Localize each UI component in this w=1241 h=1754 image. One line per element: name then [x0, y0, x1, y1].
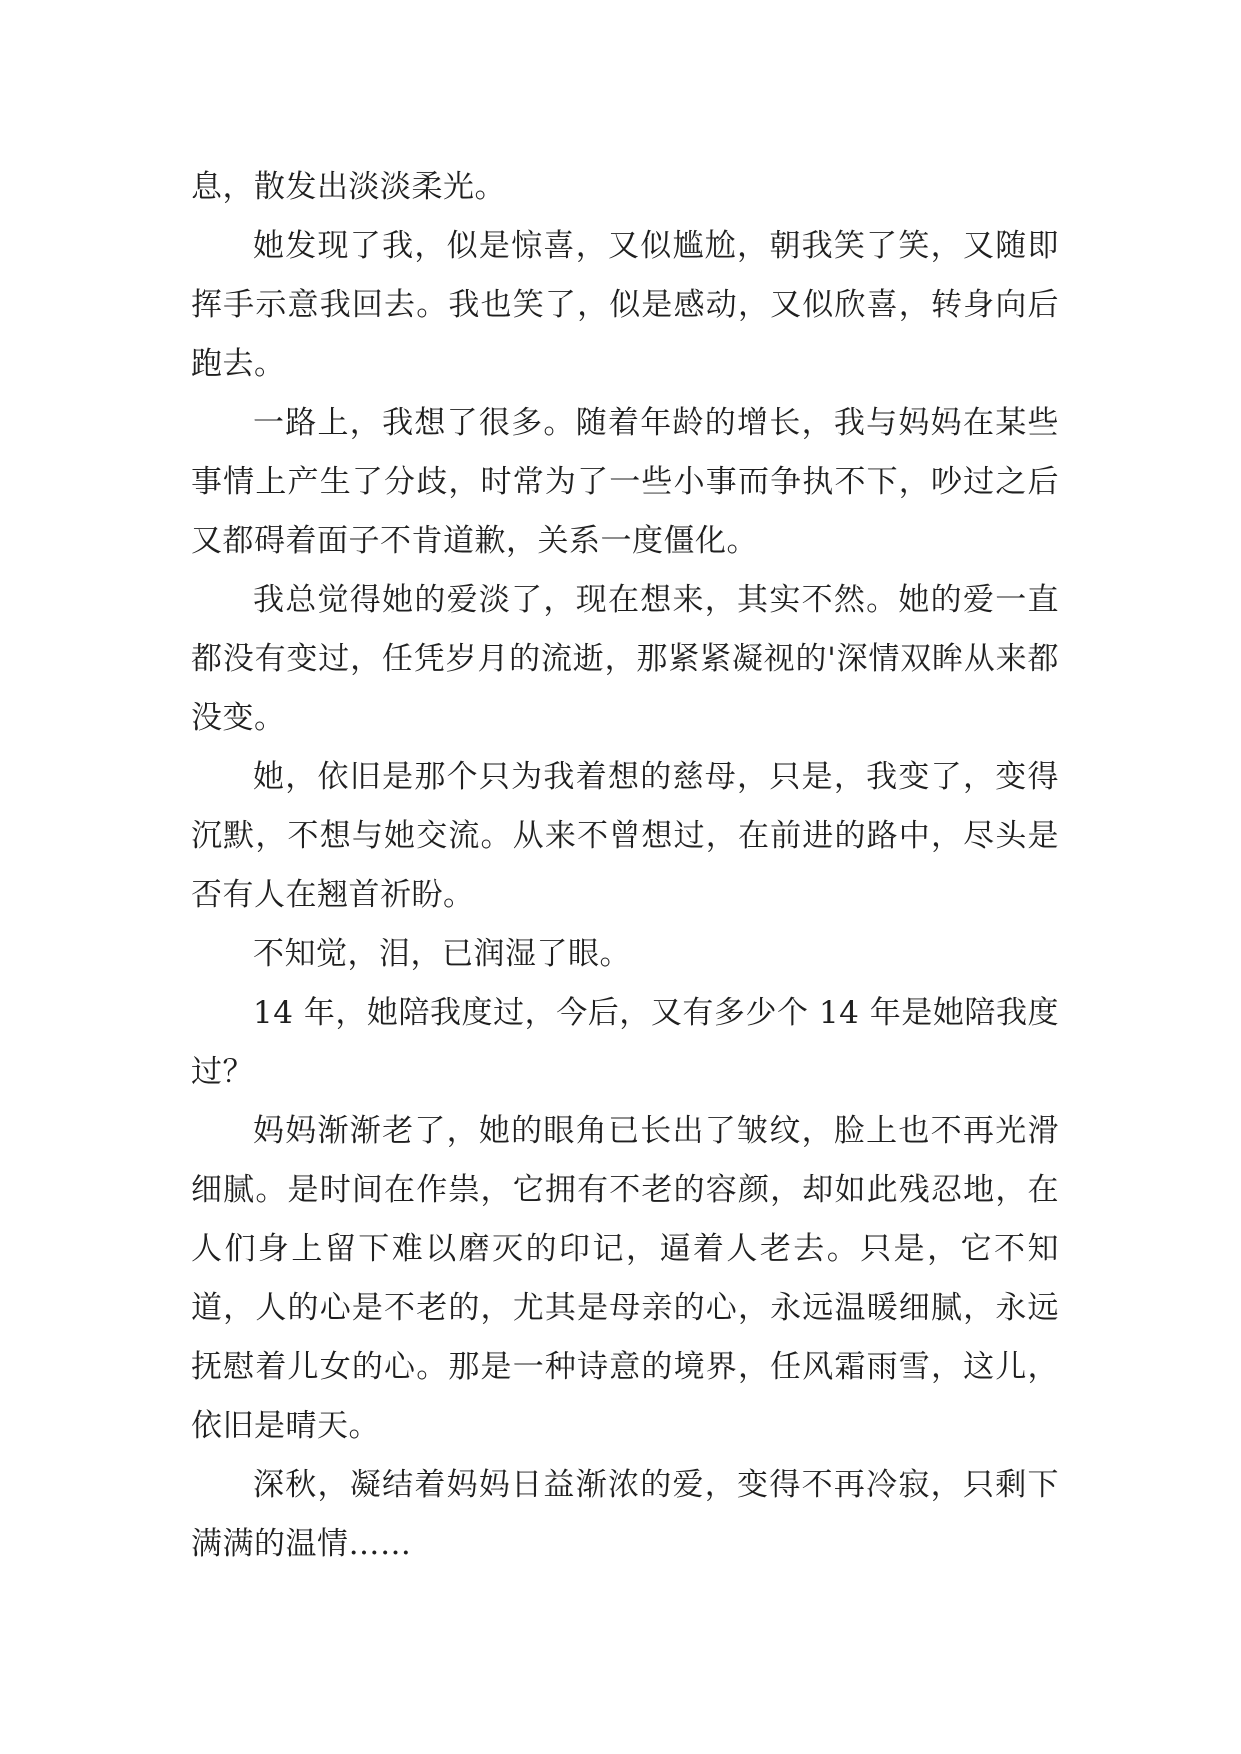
paragraph: 不知觉，泪，已润湿了眼。 — [253, 936, 631, 972]
paragraph: 妈妈渐渐老了，她的眼角已长出了皱纹，脸上也不再光滑细腻。是时间在作祟，它拥有不老的容颜，却如此残忍地，在人们身上留下难以磨灭的印记，逼着人老去。只是，它不知道，人的心是不老的，尤其是母亲的心，永远温暖细腻，永远抚慰着儿女的心。那是一种诗意的境界，任风霜雨雪，这儿，依旧是晴天。 — [191, 1113, 1059, 1444]
paragraph: 息，散发出淡淡柔光。 — [191, 169, 506, 205]
paragraph: 她发现了我，似是惊喜，又似尴尬，朝我笑了笑，又随即挥手示意我回去。我也笑了，似是感动，又似欣喜，转身向后跑去。 — [191, 228, 1059, 382]
paragraph: 我总觉得她的爱淡了，现在想来，其实不然。她的爱一直都没有变过，任凭岁月的流逝，那紧紧凝视的'深情双眸从来都没变。 — [191, 582, 1059, 736]
paragraph: 一路上，我想了很多。随着年龄的增长，我与妈妈在某些事情上产生了分歧，时常为了一些小事而争执不下，吵过之后又都碍着面子不肯道歉，关系一度僵化。 — [191, 405, 1059, 559]
paragraph: 14 年，她陪我度过，今后，又有多少个 14 年是她陪我度过？ — [191, 995, 1059, 1090]
paragraph: 她，依旧是那个只为我着想的慈母，只是，我变了，变得沉默，不想与她交流。从来不曾想过，在前进的路中，尽头是否有人在翘首祈盼。 — [191, 759, 1059, 913]
paragraph: 深秋，凝结着妈妈日益渐浓的爱，变得不再冷寂，只剩下满满的温情…… — [191, 1467, 1059, 1562]
essay-body — [191, 158, 1059, 1574]
